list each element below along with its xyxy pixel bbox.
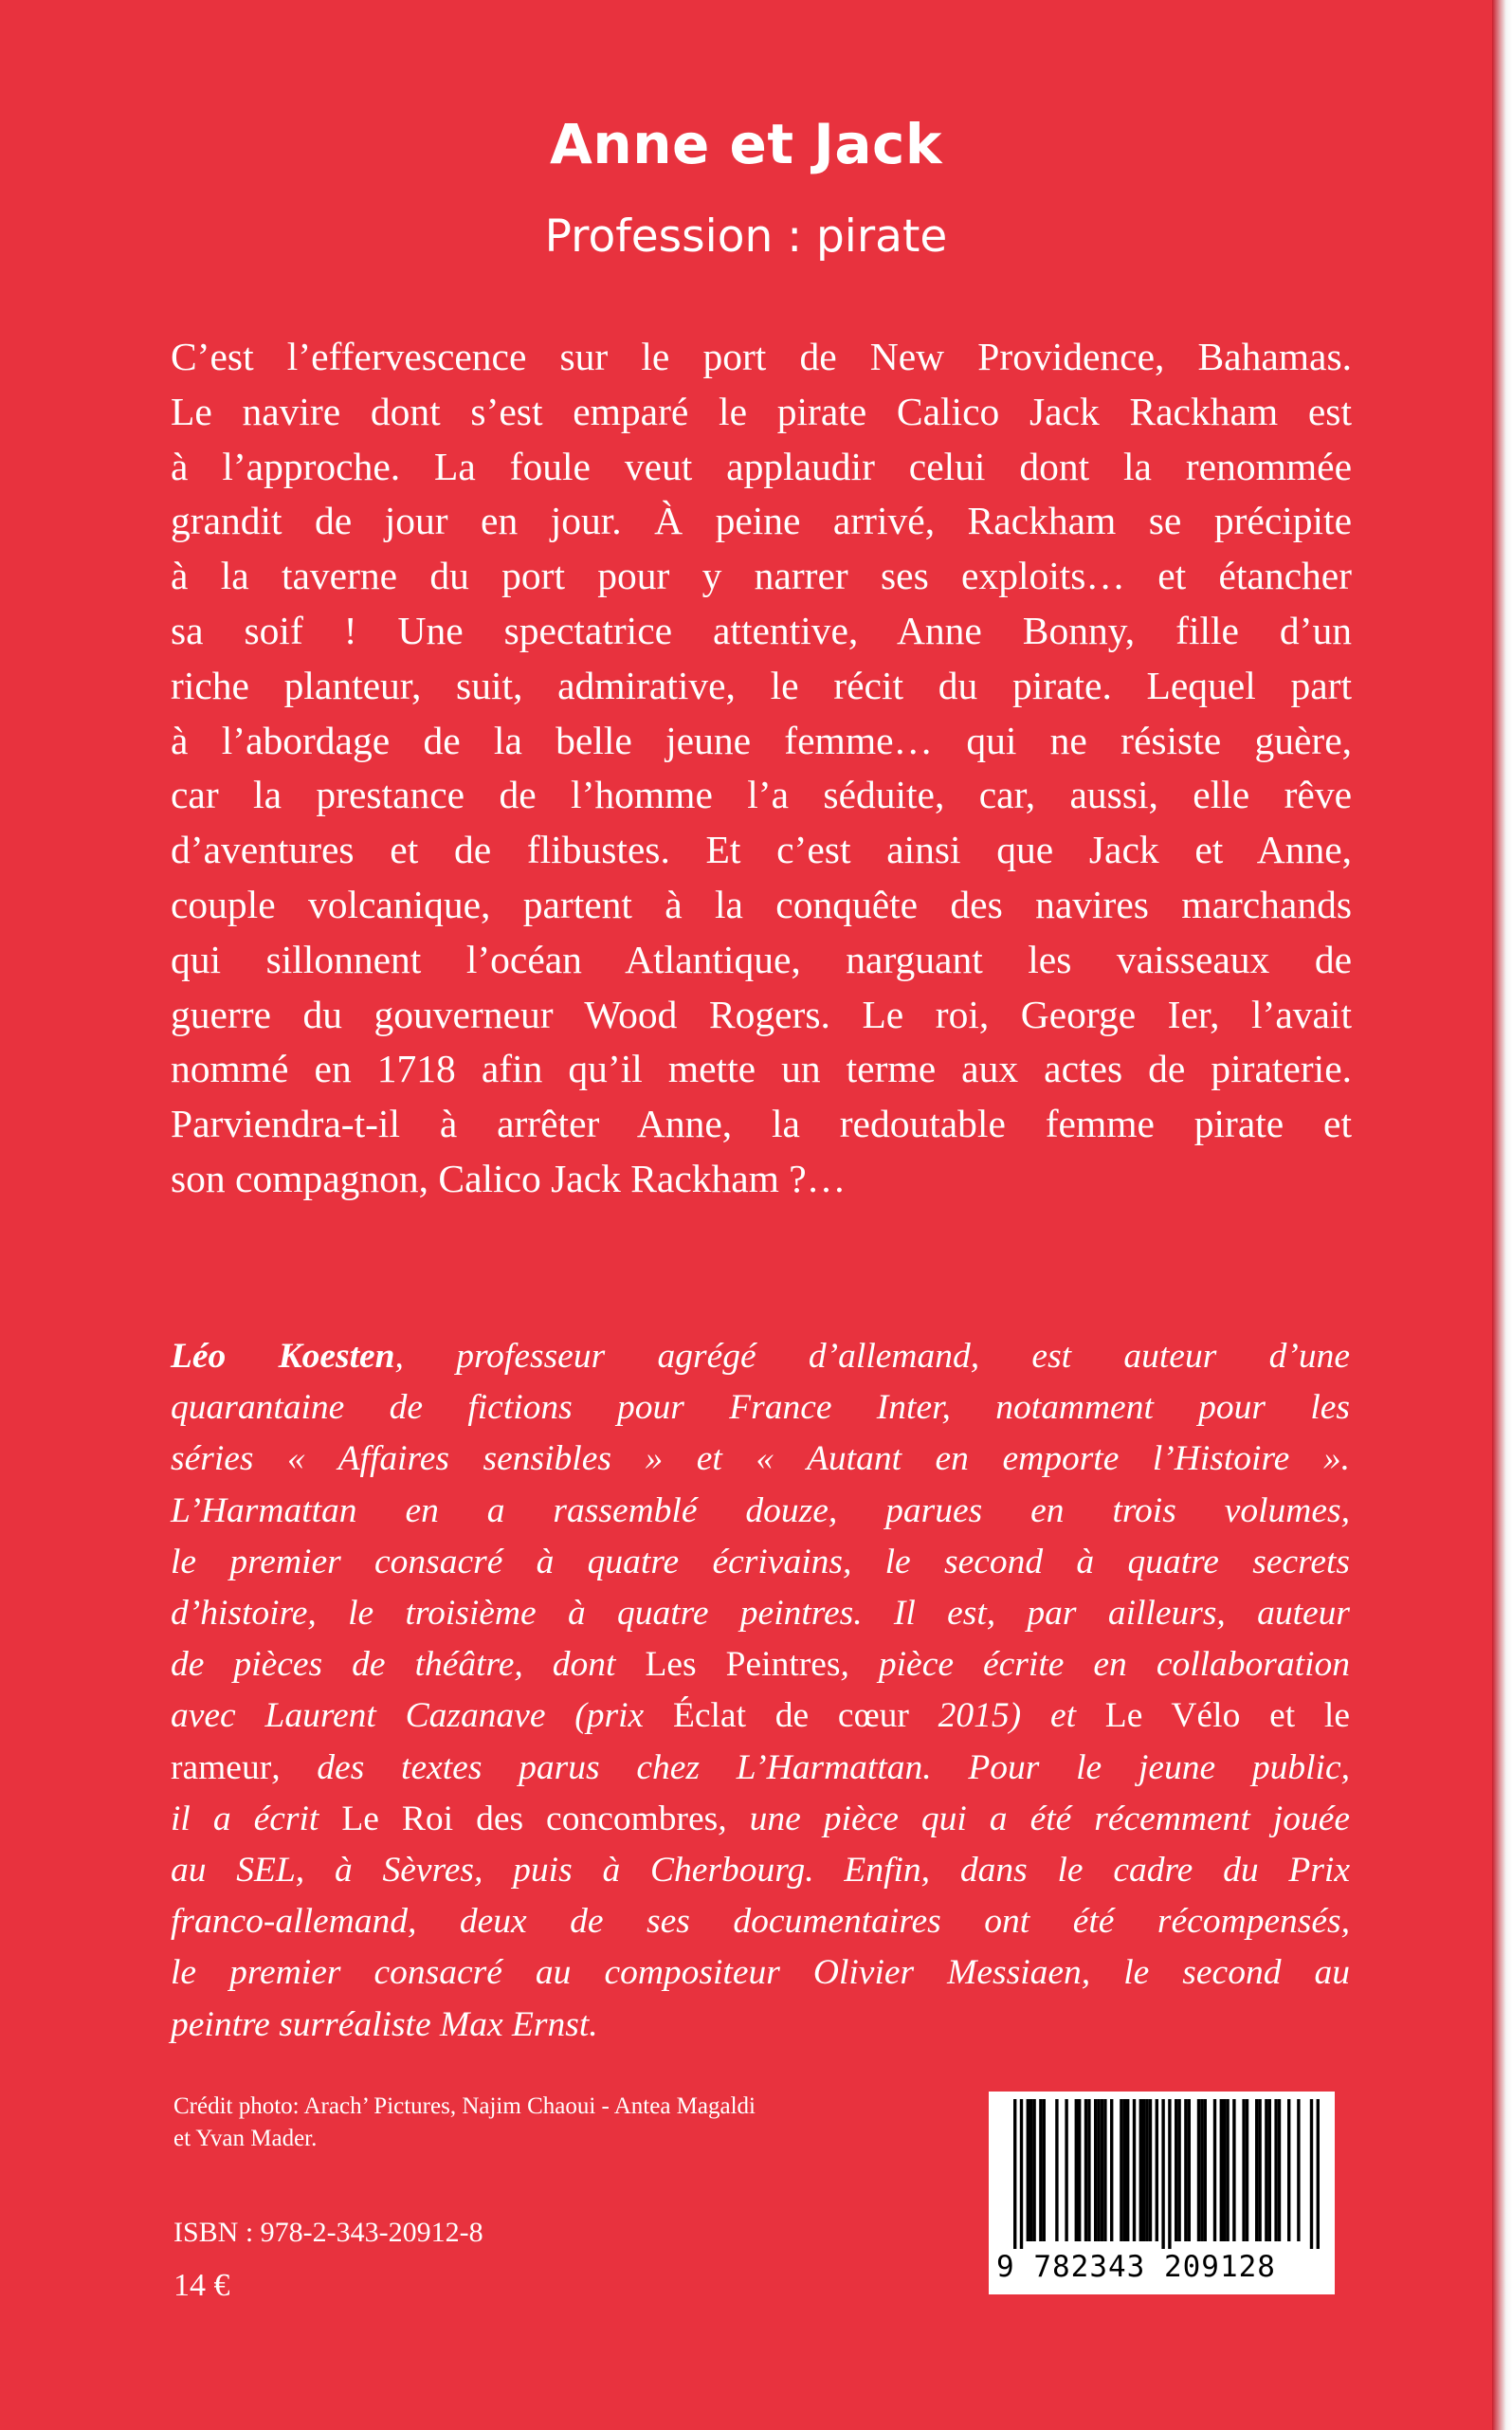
barcode-bar [1043, 2099, 1046, 2241]
bio-line: rameur, des textes parus chez L’Harmattan. Pour le jeune public, [171, 1747, 1350, 1787]
bio-line: le premier consacré au compositeur Olivier Messiaen, le second au [171, 1953, 1350, 1993]
barcode-bar [1032, 2099, 1035, 2241]
bio-line: le premier consacré à quatre écrivains, le second à quatre secrets [171, 1542, 1350, 1581]
book-title: Anne et Jack [550, 112, 942, 176]
barcode-bar [1297, 2099, 1300, 2241]
barcode-bar [1177, 2099, 1180, 2241]
bio-line: séries « Affaires sensibles » et « Autant en emporte l’Histoire ». [171, 1439, 1350, 1479]
summary-line: guerre du gouverneur Wood Rogers. Le roi, George Ier, l’avait [171, 992, 1352, 1036]
bio-line: de pièces de théâtre, dont Les Peintres, pièce écrite en collaboration [171, 1645, 1350, 1685]
barcode-bar [1133, 2099, 1136, 2241]
bio-line: d’histoire, le troisième à quatre peintres. Il est, par ailleurs, auteur [171, 1594, 1350, 1634]
barcode [989, 2092, 1335, 2294]
barcode-bar [1123, 2099, 1126, 2241]
summary-line: riche planteur, suit, admirative, le récit du pirate. Lequel part [171, 663, 1352, 707]
summary-line: nommé en 1718 afin qu’il mette un terme aux actes de piraterie. [171, 1047, 1352, 1091]
barcode-digits: 9 782343 209128 [996, 2250, 1276, 2284]
barcode-bar [1020, 2099, 1023, 2249]
barcode-bar [1310, 2099, 1313, 2249]
barcode-bar [1087, 2099, 1090, 2241]
bio-line: franco-allemand, deux de ses documentaires ont été récompensés, [171, 1902, 1350, 1942]
summary-line: à l’approche. La foule veut applaudir celui dont la renommée [171, 444, 1352, 488]
barcode-bar [1274, 2099, 1277, 2241]
barcode-bar [1278, 2099, 1281, 2241]
author-bio [171, 1331, 1350, 2051]
bio-line: peintre surréaliste Max Ernst. [171, 2004, 598, 2044]
barcode-bar [1226, 2099, 1229, 2241]
barcode-bar [1065, 2099, 1067, 2241]
author-name: Léo Koesten [171, 1337, 395, 1376]
barcode-bar [1084, 2099, 1087, 2241]
barcode-bar [1255, 2099, 1258, 2241]
barcode-bar [1120, 2099, 1122, 2241]
barcode-bar [1200, 2099, 1203, 2241]
work-title: Les Peintres [645, 1645, 841, 1685]
barcode-bar [1055, 2099, 1058, 2241]
barcode-bar [1268, 2099, 1271, 2241]
summary-line: C’est l’effervescence sur le port de New Providence, Bahamas. [171, 335, 1352, 378]
bio-line: il a écrit Le Roi des concombres, une pièce qui a été récemment jouée [171, 1799, 1350, 1838]
price: 14 € [173, 2268, 230, 2303]
barcode-bar [1078, 2099, 1081, 2241]
barcode-bar [1258, 2099, 1261, 2241]
book-subtitle: Profession : pirate [544, 210, 948, 263]
summary-line: Parviendra-t-il à arrêter Anne, la redoutable femme pirate et [171, 1102, 1352, 1146]
summary-line: couple volcanique, partent à la conquête des navires marchands [171, 882, 1352, 926]
barcode-bar [1075, 2099, 1078, 2241]
barcode-bar [1149, 2099, 1152, 2241]
bio-line: avec Laurent Cazanave (prix Éclat de cœur 2015) et Le Vélo et le [171, 1696, 1350, 1736]
summary-line: d’aventures et de flibustes. Et c’est ainsi que Jack et Anne, [171, 828, 1352, 872]
barcode-bar [1188, 2099, 1191, 2241]
barcode-bar [1142, 2099, 1145, 2241]
summary-line: à l’abordage de la belle jeune femme… qui ne résiste guère, [171, 718, 1352, 762]
barcode-bar [1287, 2099, 1290, 2241]
summary-line: grandit de jour en jour. À peine arrivé, Rackham se précipite [171, 499, 1352, 543]
barcode-bar [1220, 2099, 1223, 2241]
summary-line: son compagnon, Calico Jack Rackham ?… [171, 1156, 847, 1200]
barcode-bar [1213, 2099, 1216, 2241]
barcode-bar [1097, 2099, 1100, 2241]
award-name: Éclat de cœur [672, 1696, 909, 1736]
bio-line: au SEL, à Sèvres, puis à Cherbourg. Enfin, dans le cadre du Prix [171, 1851, 1350, 1891]
photo-credit: Crédit photo: Arach’ Pictures, Najim Chaoui - Antea Magaldi et Yvan Mader. [173, 2093, 756, 2151]
barcode-bar [1039, 2099, 1042, 2241]
barcode-bar [1246, 2099, 1248, 2241]
barcode-bar [1265, 2099, 1267, 2241]
summary-line: sa soif ! Une spectatrice attentive, Anne Bonny, fille d’un [171, 608, 1352, 652]
barcode-bar [1168, 2099, 1171, 2249]
work-title: Le Roi des concombres [341, 1799, 719, 1838]
bio-line: L’Harmattan en a rassemblé douze, parues en trois volumes, [171, 1490, 1350, 1530]
barcode-bars [989, 2092, 1335, 2253]
page-edge [1492, 0, 1512, 2430]
barcode-bar [1110, 2099, 1113, 2241]
barcode-bar [1029, 2099, 1032, 2241]
barcode-bar [1161, 2099, 1164, 2249]
barcode-bar [1317, 2099, 1320, 2249]
barcode-bar [1197, 2099, 1200, 2241]
summary-line: Le navire dont s’est emparé le pirate Calico Jack Rackham est [171, 389, 1352, 433]
summary-line: car la prestance de l’homme l’a séduite, car, aussi, elle rêve [171, 773, 1352, 817]
barcode-bar [1094, 2099, 1097, 2241]
work-title: Le Vélo et le [1104, 1696, 1350, 1736]
barcode-bar [1175, 2099, 1177, 2241]
barcode-bar [1145, 2099, 1148, 2241]
barcode-bar [1139, 2099, 1142, 2241]
barcode-bar [1156, 2099, 1158, 2241]
bio-line: Léo Koesten, professeur agrégé d’allemand, est auteur d’une [171, 1337, 1350, 1376]
barcode-bar [1101, 2099, 1103, 2241]
barcode-bar [1223, 2099, 1226, 2241]
work-title: rameur [171, 1747, 272, 1787]
barcode-bar [1126, 2099, 1129, 2241]
barcode-bar [1184, 2099, 1187, 2241]
isbn: ISBN : 978-2-343-20912-8 [173, 2217, 483, 2248]
barcode-bar [1232, 2099, 1235, 2241]
barcode-bar [1013, 2099, 1016, 2249]
book-summary [171, 330, 1352, 1207]
barcode-bar [1027, 2099, 1029, 2241]
bio-line: quarantaine de fictions pour France Inter, notamment pour les [171, 1388, 1350, 1428]
barcode-bar [1242, 2099, 1245, 2241]
summary-line: qui sillonnent l’océan Atlantique, narguant les vaisseaux de [171, 937, 1352, 981]
barcode-bar [1103, 2099, 1106, 2241]
summary-line: à la taverne du port pour y narrer ses exploits… et étancher [171, 554, 1352, 598]
barcode-bar [1204, 2099, 1207, 2241]
